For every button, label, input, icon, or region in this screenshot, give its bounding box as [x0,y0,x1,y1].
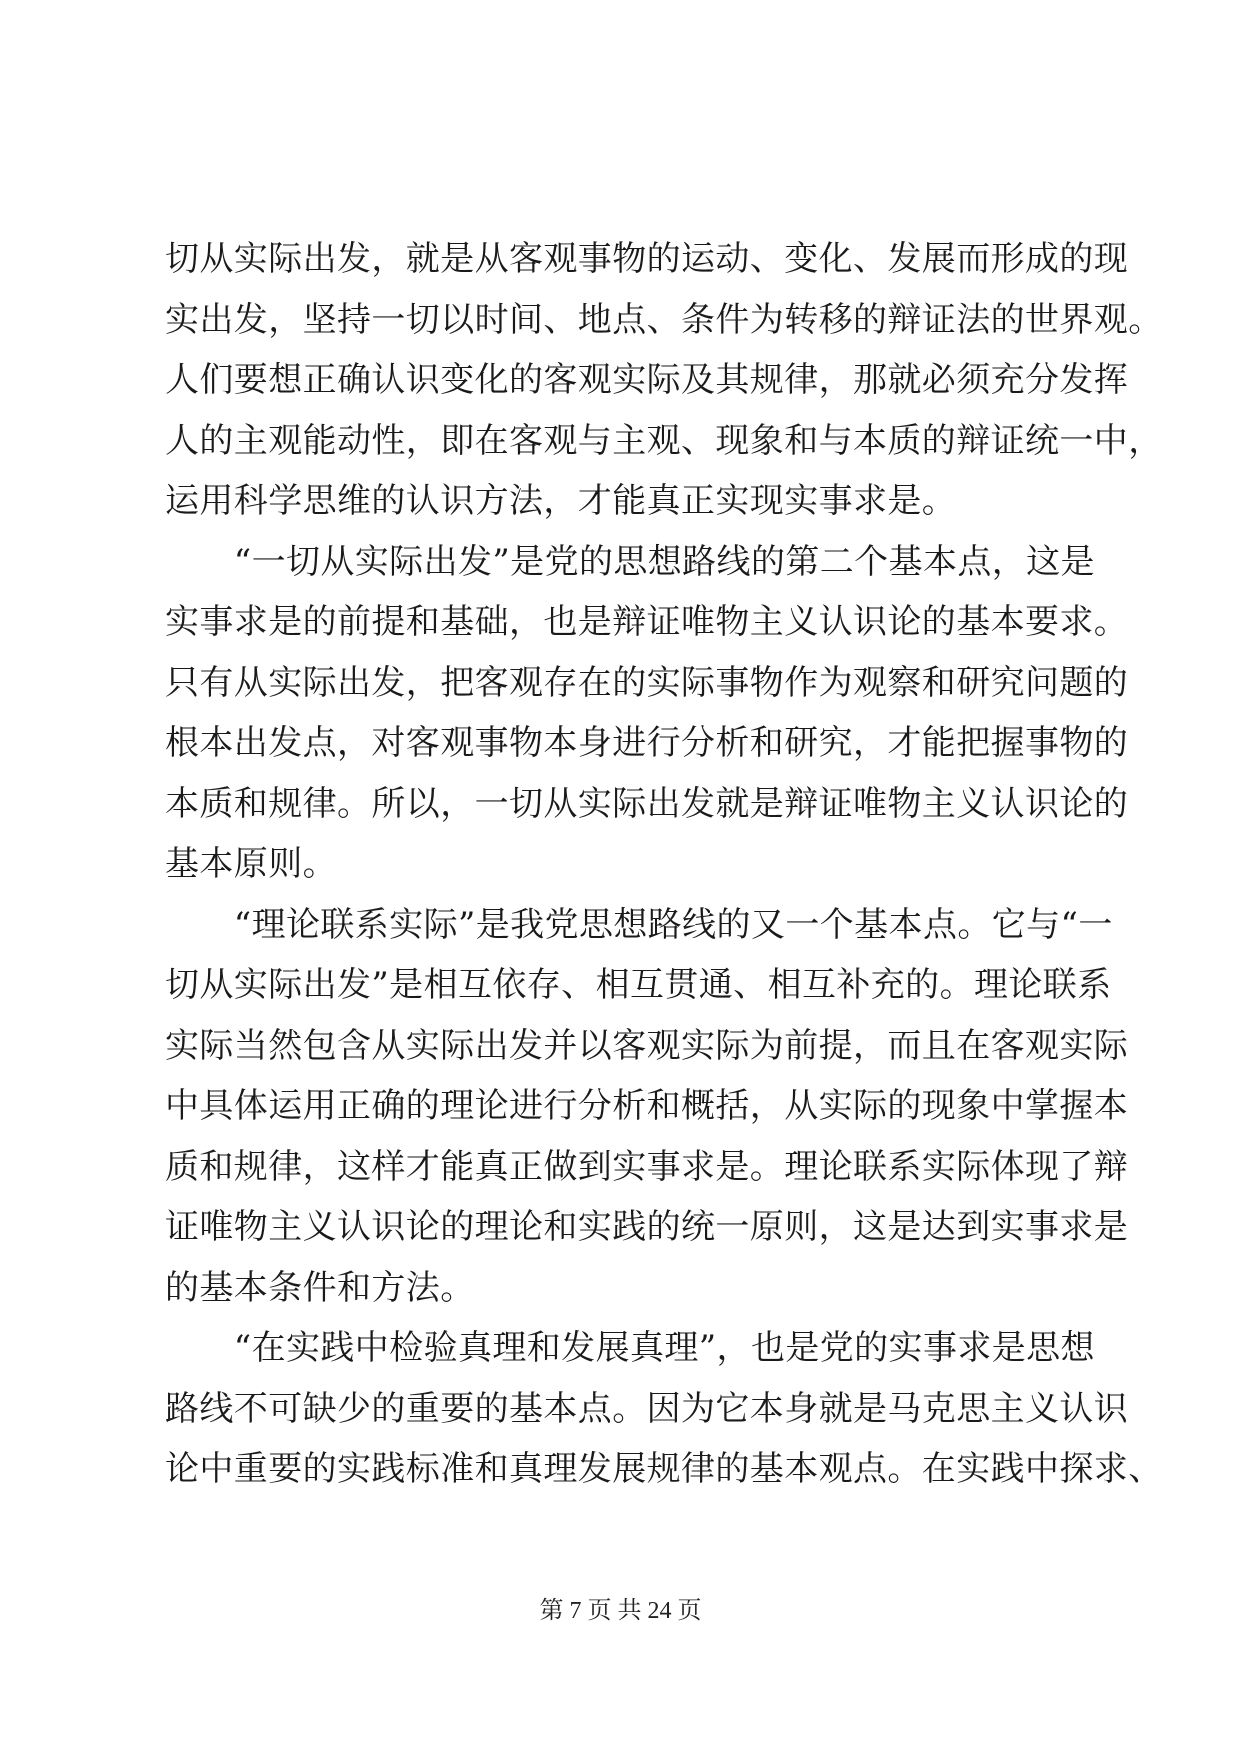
text-line: 基本原则。 [165,844,337,884]
text-line: 的基本条件和方法。 [165,1267,475,1308]
text-line: 切从实际出发”是相互依存、相互贯通、相互补充的。理论联系 [165,965,1112,1005]
text-line: 证唯物主义认识论的理论和实践的统一原则，这是达到实事求是 [165,1207,1129,1247]
text-line: “在实践中检验真理和发展真理”，也是党的实事求是思想 [165,1328,1095,1368]
text-line: 人们要想正确认识变化的客观实际及其规律，那就必须充分发挥 [165,360,1129,400]
text-line: 切从实际出发，就是从客观事物的运动、变化、发展而形成的现 [165,239,1129,279]
text-line: 只有从实际出发，把客观存在的实际事物作为观察和研究问题的 [165,662,1129,703]
text-line: 路线不可缺少的重要的基本点。因为它本身就是马克思主义认识 [165,1388,1129,1429]
text-line: 中具体运用正确的理论进行分析和概括，从实际的现象中掌握本 [165,1086,1129,1126]
text-line: 本质和规律。所以，一切从实际出发就是辩证唯物主义认识论的 [165,783,1129,824]
text-line: “理论联系实际”是我党思想路线的又一个基本点。它与“一 [165,904,1113,945]
text-line: 人的主观能动性，即在客观与主观、现象和与本质的辩证统一中， [165,420,1163,461]
text-line: 实事求是的前提和基础，也是辩证唯物主义认识论的基本要求。 [165,602,1129,642]
text-line: “一切从实际出发”是党的思想路线的第二个基本点，这是 [165,541,1095,582]
text-line: 实际当然包含从实际出发并以客观实际为前提，而且在客观实际 [165,1025,1129,1066]
text-line: 实出发，坚持一切以时间、地点、条件为转移的辩证法的世界观。 [165,299,1163,340]
text-line: 质和规律，这样才能真正做到实事求是。理论联系实际体现了辩 [165,1146,1129,1187]
text-line: 根本出发点，对客观事物本身进行分析和研究，才能把握事物的 [165,723,1129,763]
text-line: 论中重要的实践标准和真理发展规律的基本观点。在实践中探求、 [165,1449,1163,1489]
body-text [165,229,1163,1500]
page-number-footer: 第 7 页 共 24 页 [539,1598,702,1624]
text-line: 运用科学思维的认识方法，才能真正实现实事求是。 [165,481,957,521]
